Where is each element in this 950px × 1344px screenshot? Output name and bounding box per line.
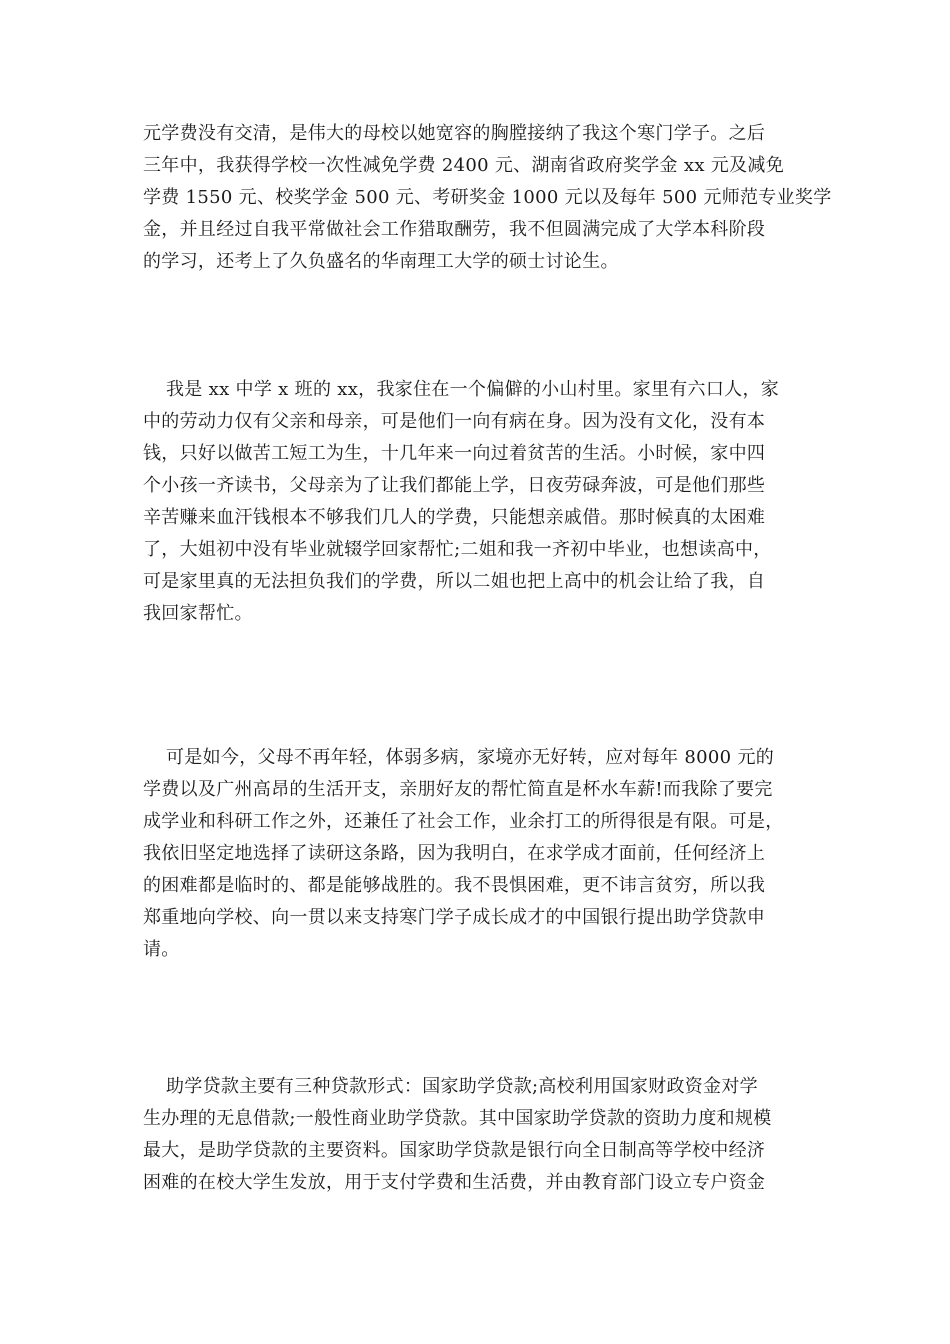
paragraph-loan-request <box>143 742 803 966</box>
text-line: 成学业和科研工作之外，还兼任了社会工作，业余打工的所得很是有限。可是， <box>143 811 784 832</box>
text-line: 三年中，我获得学校一次性减免学费 2400 元、湖南省政府奖学金 xx 元及减免 <box>143 155 784 176</box>
text-line: 可是如今，父母不再年轻，体弱多病，家境亦无好转，应对每年 8000 元的 <box>166 747 775 768</box>
paragraph-loan-types <box>143 1071 803 1199</box>
text-line: 助学贷款主要有三种贷款形式：国家助学贷款;高校利用国家财政资金对学 <box>166 1076 758 1097</box>
text-line: 学费以及广州高昂的生活开支，亲朋好友的帮忙简直是杯水车薪!而我除了要完 <box>143 779 773 800</box>
text-line: 困难的在校大学生发放，用于支付学费和生活费，并由教育部门设立专户资金 <box>143 1172 766 1193</box>
text-line: 可是家里真的无法担负我们的学费，所以二姐也把上高中的机会让给了我，自 <box>143 571 766 592</box>
text-line: 元学费没有交清，是伟大的母校以她宽容的胸膛接纳了我这个寒门学子。之后 <box>143 123 766 144</box>
text-line: 钱，只好以做苦工短工为生，十几年来一向过着贫苦的生活。小时候，家中四 <box>143 443 766 464</box>
text-line: 请。 <box>143 939 180 960</box>
text-line: 的困难都是临时的、都是能够战胜的。我不畏惧困难，更不讳言贫穷，所以我 <box>143 875 766 896</box>
text-line: 的学习，还考上了久负盛名的华南理工大学的硕士讨论生。 <box>143 251 619 272</box>
text-line: 我是 xx 中学 x 班的 xx，我家住在一个偏僻的小山村里。家里有六口人，家 <box>166 379 780 400</box>
text-line: 辛苦赚来血汗钱根本不够我们几人的学费，只能想亲戚借。那时候真的太困难 <box>143 507 766 528</box>
paragraph-family-background <box>143 374 803 630</box>
text-line: 金，并且经过自我平常做社会工作猎取酬劳，我不但圆满完成了大学本科阶段 <box>143 219 766 240</box>
text-line: 我回家帮忙。 <box>143 603 253 624</box>
text-line: 学费 1550 元、校奖学金 500 元、考研奖金 1000 元以及每年 500 元师范专业奖学 <box>143 187 832 208</box>
paragraph-tuition-continuation <box>143 118 832 278</box>
text-line: 生办理的无息借款;一般性商业助学贷款。其中国家助学贷款的资助力度和规模 <box>143 1108 772 1129</box>
text-line: 个小孩一齐读书，父母亲为了让我们都能上学，日夜劳碌奔波，可是他们那些 <box>143 475 766 496</box>
text-line: 了，大姐初中没有毕业就辍学回家帮忙;二姐和我一齐初中毕业，也想读高中， <box>143 539 772 560</box>
text-line: 郑重地向学校、向一贯以来支持寒门学子成长成才的中国银行提出助学贷款申 <box>143 907 766 928</box>
text-line: 中的劳动力仅有父亲和母亲，可是他们一向有病在身。因为没有文化，没有本 <box>143 411 766 432</box>
text-line: 我依旧坚定地选择了读研这条路，因为我明白，在求学成才面前，任何经济上 <box>143 843 766 864</box>
text-line: 最大，是助学贷款的主要资料。国家助学贷款是银行向全日制高等学校中经济 <box>143 1140 766 1161</box>
